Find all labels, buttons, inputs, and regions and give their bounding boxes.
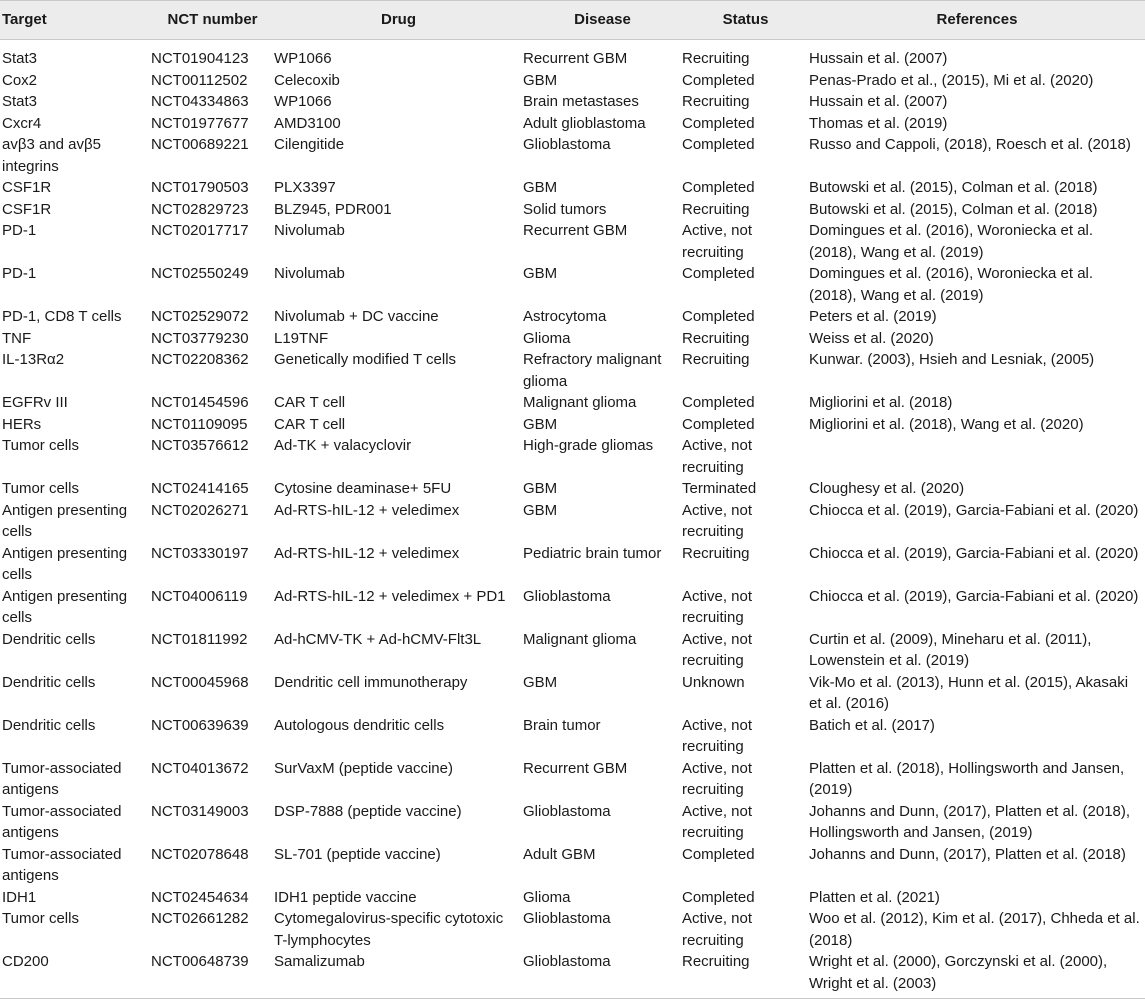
cell-target: Stat3 — [2, 50, 38, 67]
cell-drug: Nivolumab — [274, 222, 345, 239]
cell-references: Chiocca et al. (2019), Garcia-Fabiani et al. (2020) — [809, 544, 1139, 562]
cell-status: Active, not recruiting — [682, 759, 753, 798]
cell-disease: GBM — [523, 415, 558, 433]
cell-nct-number: NCT00689221 — [151, 136, 249, 153]
cell-nct-number: NCT02078648 — [151, 845, 249, 863]
cell-target: HERs — [2, 415, 42, 433]
cell-drug: L19TNF — [274, 329, 329, 347]
cell-status: Recruiting — [682, 351, 750, 368]
cell-nct-number: NCT02550249 — [151, 265, 249, 282]
cell-references: Vik-Mo et al. (2013), Hunn et al. (2015), Akasaki et al. (2016) — [809, 673, 1129, 712]
cell-status: Completed — [682, 265, 755, 282]
cell-drug: Ad-RTS-hIL-12 + veledimex — [274, 544, 460, 562]
cell-references: Domingues et al. (2016), Woroniecka et al. (2018), Wang et al. (2019) — [809, 265, 1094, 304]
cell-drug: Dendritic cell immunotherapy — [274, 673, 468, 691]
cell-references: Domingues et al. (2016), Woroniecka et al. (2018), Wang et al. (2019) — [809, 222, 1094, 261]
cell-target: IL-13Rα2 — [2, 351, 65, 368]
cell-nct-number: NCT02026271 — [151, 501, 249, 519]
cell-nct-number: NCT01790503 — [151, 179, 249, 196]
cell-status: Completed — [682, 114, 755, 132]
cell-status: Completed — [682, 845, 755, 863]
cell-references: Hussain et al. (2007) — [809, 50, 948, 67]
cell-references: Migliorini et al. (2018), Wang et al. (2020) — [809, 415, 1084, 433]
cell-disease: Brain tumor — [523, 716, 601, 734]
cell-target: Tumor-associated antigens — [2, 759, 122, 798]
cell-drug: IDH1 peptide vaccine — [274, 888, 417, 906]
cell-disease: Glioblastoma — [523, 136, 611, 153]
cell-disease: Astrocytoma — [523, 308, 607, 325]
cell-target: Stat3 — [2, 93, 38, 110]
cell-disease: Glioblastoma — [523, 587, 611, 605]
cell-drug: PLX3397 — [274, 179, 336, 196]
cell-status: Completed — [682, 71, 755, 89]
cell-status: Recruiting — [682, 50, 750, 67]
cell-nct-number: NCT02017717 — [151, 222, 249, 239]
cell-disease: Adult glioblastoma — [523, 114, 646, 132]
cell-drug: AMD3100 — [274, 114, 341, 132]
cell-references — [809, 435, 1145, 478]
table-row — [0, 263, 1145, 306]
cell-references: Peters et al. (2019) — [809, 308, 937, 325]
header-target: Target — [0, 1, 151, 40]
cell-disease: Malignant glioma — [523, 630, 637, 648]
table-row — [0, 758, 1145, 801]
cell-references: Batich et al. (2017) — [809, 716, 935, 734]
cell-disease: Glioma — [523, 888, 571, 906]
table-row — [0, 478, 1145, 500]
cell-status: Unknown — [682, 673, 745, 691]
cell-drug: WP1066 — [274, 93, 332, 110]
cell-drug: Nivolumab — [274, 265, 345, 282]
cell-drug: WP1066 — [274, 50, 332, 67]
cell-drug: Celecoxib — [274, 71, 340, 89]
header-status: Status — [682, 1, 809, 40]
cell-references: Curtin et al. (2009), Mineharu et al. (2011), Lowenstein et al. (2019) — [809, 630, 1092, 669]
cell-nct-number: NCT03149003 — [151, 802, 249, 820]
table-row — [0, 543, 1145, 586]
table-row — [0, 715, 1145, 758]
cell-disease: Glioblastoma — [523, 910, 611, 927]
cell-nct-number: NCT02454634 — [151, 888, 249, 906]
cell-status: Completed — [682, 136, 755, 153]
cell-references: Butowski et al. (2015), Colman et al. (2018) — [809, 179, 1098, 196]
table-row — [0, 328, 1145, 350]
cell-disease: Glioma — [523, 329, 571, 347]
cell-nct-number: NCT04013672 — [151, 759, 249, 777]
cell-target: TNF — [2, 329, 32, 347]
cell-target: avβ3 and avβ5 integrins — [2, 136, 101, 175]
cell-nct-number: NCT02829723 — [151, 200, 249, 218]
cell-disease: GBM — [523, 179, 558, 196]
cell-target: Cxcr4 — [2, 114, 42, 132]
cell-references: Chiocca et al. (2019), Garcia-Fabiani et al. (2020) — [809, 501, 1139, 519]
header-row — [0, 1, 1145, 40]
cell-status: Completed — [682, 415, 755, 433]
cell-disease: Adult GBM — [523, 845, 596, 863]
cell-status: Active, not recruiting — [682, 222, 753, 261]
cell-target: Tumor-associated antigens — [2, 845, 122, 884]
cell-target: Cox2 — [2, 71, 38, 89]
cell-drug: Cytosine deaminase+ 5FU — [274, 480, 452, 497]
cell-nct-number: NCT04006119 — [151, 587, 248, 605]
cell-references: Johanns and Dunn, (2017), Platten et al. (2018), Hollingsworth and Jansen, (2019) — [809, 802, 1131, 841]
header-disease: Disease — [523, 1, 682, 40]
cell-nct-number: NCT02414165 — [151, 480, 249, 497]
cell-drug: Cytomegalovirus-specific cytotoxic T-lymphocytes — [274, 910, 504, 949]
cell-references: Kunwar. (2003), Hsieh and Lesniak, (2005) — [809, 351, 1095, 368]
cell-status: Completed — [682, 394, 755, 411]
cell-nct-number: NCT00112502 — [151, 71, 248, 89]
table-row — [0, 908, 1145, 951]
cell-disease: GBM — [523, 673, 558, 691]
cell-drug: SurVaxM (peptide vaccine) — [274, 759, 453, 777]
cell-target: EGFRv III — [2, 394, 68, 411]
cell-references: Russo and Cappoli, (2018), Roesch et al. (2018) — [809, 136, 1131, 153]
cell-status: Active, not recruiting — [682, 716, 753, 755]
table-row — [0, 306, 1145, 328]
cell-disease: Glioblastoma — [523, 802, 611, 820]
cell-drug: Ad-TK + valacyclovir — [274, 437, 412, 454]
cell-disease: Solid tumors — [523, 200, 607, 218]
cell-disease: Recurrent GBM — [523, 759, 628, 777]
table-row — [0, 951, 1145, 999]
cell-disease: Brain metastases — [523, 93, 639, 110]
cell-drug: Cilengitide — [274, 136, 345, 153]
cell-references: Thomas et al. (2019) — [809, 114, 948, 132]
table-row — [0, 113, 1145, 135]
cell-disease: High-grade gliomas — [523, 437, 654, 454]
cell-references: Woo et al. (2012), Kim et al. (2017), Chheda et al. (2018) — [809, 910, 1140, 949]
cell-status: Recruiting — [682, 329, 750, 347]
table-row — [0, 40, 1145, 70]
cell-references: Migliorini et al. (2018) — [809, 394, 953, 411]
cell-target: CD200 — [0, 951, 151, 999]
cell-status: Active, not recruiting — [682, 587, 753, 626]
cell-status: Terminated — [682, 480, 757, 497]
cell-nct-number: NCT02529072 — [151, 308, 249, 325]
cell-disease: Refractory malignant glioma — [523, 351, 662, 390]
cell-nct-number: NCT00648739 — [151, 951, 274, 999]
cell-drug: Samalizumab — [274, 951, 523, 999]
cell-status: Active, not recruiting — [682, 437, 753, 476]
cell-disease: GBM — [523, 265, 558, 282]
cell-nct-number: NCT01904123 — [151, 50, 249, 67]
cell-nct-number: NCT00639639 — [151, 716, 249, 734]
cell-nct-number: NCT02661282 — [151, 910, 249, 927]
cell-references: Weiss et al. (2020) — [809, 329, 934, 347]
cell-references: Wright et al. (2000), Gorczynski et al. (2000), Wright et al. (2003) — [809, 951, 1145, 999]
cell-target: PD-1 — [2, 222, 37, 239]
cell-references: Platten et al. (2021) — [809, 888, 940, 906]
cell-status: Recruiting — [682, 93, 750, 110]
cell-drug: BLZ945, PDR001 — [274, 200, 392, 218]
cell-target: Dendritic cells — [2, 716, 96, 734]
cell-target: CSF1R — [2, 200, 52, 218]
cell-drug: Nivolumab + DC vaccine — [274, 308, 439, 325]
cell-nct-number: NCT03330197 — [151, 544, 249, 562]
table-row — [0, 414, 1145, 436]
cell-target: Tumor-associated antigens — [2, 802, 122, 841]
cell-target: PD-1, CD8 T cells — [2, 308, 122, 325]
cell-nct-number: NCT01811992 — [151, 630, 248, 648]
cell-target: Antigen presenting cells — [2, 501, 128, 540]
cell-status: Recruiting — [682, 200, 750, 218]
cell-references: Butowski et al. (2015), Colman et al. (2018) — [809, 200, 1098, 218]
cell-target: Tumor cells — [2, 910, 79, 927]
cell-status: Active, not recruiting — [682, 630, 753, 669]
table-body — [0, 40, 1145, 999]
cell-target: CSF1R — [2, 179, 52, 196]
table-row — [0, 91, 1145, 113]
cell-drug: CAR T cell — [274, 394, 346, 411]
cell-drug: Genetically modified T cells — [274, 351, 457, 368]
cell-target: Dendritic cells — [2, 673, 96, 691]
header-nct-number: NCT number — [151, 1, 274, 40]
cell-target: Antigen presenting cells — [2, 587, 128, 626]
table-row — [0, 349, 1145, 392]
table-row — [0, 801, 1145, 844]
cell-nct-number: NCT01977677 — [151, 114, 249, 132]
cell-disease: Glioblastoma — [523, 951, 682, 999]
cell-drug: CAR T cell — [274, 415, 346, 433]
cell-status: Recruiting — [682, 951, 809, 999]
cell-target: Tumor cells — [2, 437, 79, 454]
cell-status: Completed — [682, 179, 755, 196]
table-row — [0, 70, 1145, 92]
cell-nct-number: NCT00045968 — [151, 673, 249, 691]
cell-target: PD-1 — [2, 265, 37, 282]
cell-nct-number: NCT02208362 — [151, 351, 249, 368]
cell-disease: Malignant glioma — [523, 394, 637, 411]
cell-references: Hussain et al. (2007) — [809, 93, 948, 110]
cell-nct-number: NCT01454596 — [151, 394, 249, 411]
cell-drug: Autologous dendritic cells — [274, 716, 445, 734]
cell-disease: GBM — [523, 501, 558, 519]
cell-drug: Ad-RTS-hIL-12 + veledimex + PD1 — [274, 587, 506, 605]
table-row — [0, 199, 1145, 221]
cell-drug: Ad-RTS-hIL-12 + veledimex — [274, 501, 460, 519]
cell-status: Completed — [682, 888, 755, 906]
cell-references: Chiocca et al. (2019), Garcia-Fabiani et al. (2020) — [809, 587, 1139, 605]
cell-status: Recruiting — [682, 544, 750, 562]
cell-status: Active, not recruiting — [682, 910, 753, 949]
cell-nct-number: NCT03576612 — [151, 437, 249, 454]
table-row — [0, 887, 1145, 909]
cell-target: Tumor cells — [2, 480, 79, 497]
cell-target: IDH1 — [2, 888, 37, 906]
cell-references: Johanns and Dunn, (2017), Platten et al. (2018) — [809, 845, 1126, 863]
cell-disease: Pediatric brain tumor — [523, 544, 662, 562]
table-row — [0, 500, 1145, 543]
cell-nct-number: NCT01109095 — [151, 415, 248, 433]
cell-drug: Ad-hCMV-TK + Ad-hCMV-Flt3L — [274, 630, 482, 648]
table-row — [0, 220, 1145, 263]
header-drug: Drug — [274, 1, 523, 40]
cell-status: Active, not recruiting — [682, 501, 753, 540]
table-row — [0, 177, 1145, 199]
table-row — [0, 629, 1145, 672]
table-row — [0, 844, 1145, 887]
cell-disease: Recurrent GBM — [523, 222, 628, 239]
cell-references: Platten et al. (2018), Hollingsworth and Jansen, (2019) — [809, 759, 1125, 798]
table-row — [0, 672, 1145, 715]
header-references: References — [809, 1, 1145, 40]
table-row — [0, 435, 1145, 478]
cell-disease: GBM — [523, 480, 558, 497]
cell-drug: SL-701 (peptide vaccine) — [274, 845, 441, 863]
cell-disease: GBM — [523, 71, 558, 89]
cell-references: Penas-Prado et al., (2015), Mi et al. (2020) — [809, 71, 1094, 89]
table-header — [0, 1, 1145, 40]
cell-drug: DSP-7888 (peptide vaccine) — [274, 802, 462, 820]
table-row — [0, 392, 1145, 414]
table-row — [0, 134, 1145, 177]
cell-nct-number: NCT03779230 — [151, 329, 249, 347]
cell-target: Antigen presenting cells — [2, 544, 128, 583]
cell-disease: Recurrent GBM — [523, 50, 628, 67]
cell-target: Dendritic cells — [2, 630, 96, 648]
table-row — [0, 586, 1145, 629]
cell-references: Cloughesy et al. (2020) — [809, 480, 965, 497]
cell-nct-number: NCT04334863 — [151, 93, 249, 110]
cell-status: Active, not recruiting — [682, 802, 753, 841]
cell-status: Completed — [682, 308, 755, 325]
